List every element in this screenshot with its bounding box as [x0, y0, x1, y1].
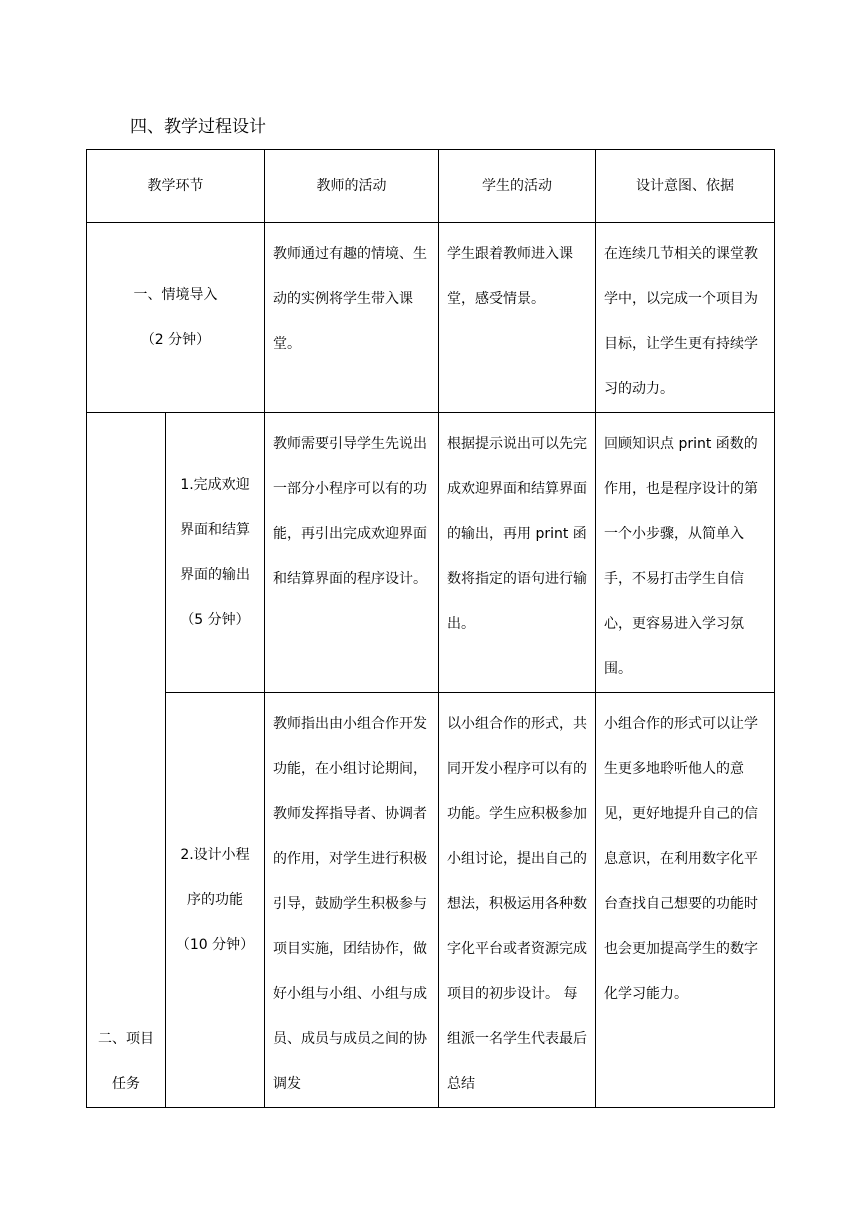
- header-teacher: 教师的活动: [265, 150, 439, 223]
- stage-name: 一、情境导入: [133, 286, 218, 303]
- section-title: 四、教学过程设计: [130, 117, 266, 137]
- header-stage: 教学环节: [87, 150, 265, 223]
- design-intent: 回顾知识点 print 函数的作用，也是程序设计的第一个小步骤，从简单入手，不易打击学生自信心，更容易进入学习氛围。: [596, 413, 775, 693]
- table-row: [87, 223, 775, 413]
- header-student: 学生的活动: [439, 150, 596, 223]
- substage-time: （5 分钟）: [180, 611, 250, 628]
- substage-time: （10 分钟）: [175, 936, 255, 953]
- substage-cell: [166, 693, 265, 1108]
- student-activity: 以小组合作的形式，共同开发小程序可以有的功能。学生应积极参加小组讨论，提出自己的想法，积极运用各种数字化平台或者资源完成项目的初步设计。 每组派一名学生代表最后总结: [439, 693, 596, 1108]
- teacher-activity: 教师需要引导学生先说出一部分小程序可以有的功能，再引出完成欢迎界面和结算界面的程序设计。: [265, 413, 439, 693]
- student-activity: 学生跟着教师进入课堂，感受情景。: [439, 223, 596, 413]
- lesson-process-table: [86, 149, 775, 1108]
- stage-name: 二、项目任务: [87, 413, 166, 1108]
- header-intent: 设计意图、依据: [596, 150, 775, 223]
- stage-time: （2 分钟）: [140, 331, 211, 348]
- table-row: [87, 413, 775, 693]
- teacher-activity: 教师指出由小组合作开发功能，在小组讨论期间，教师发挥指导者、协调者的作用，对学生进行积极引导，鼓励学生积极参与项目实施，团结协作，做好小组与小组、小组与成员、成员与成员之间的协调发: [265, 693, 439, 1108]
- substage-name: 2.设计小程序的功能: [180, 846, 250, 908]
- teacher-activity: 教师通过有趣的情境、生动的实例将学生带入课堂。: [265, 223, 439, 413]
- substage-cell: [166, 413, 265, 693]
- substage-name: 1.完成欢迎界面和结算界面的输出: [180, 476, 250, 583]
- table-row: [87, 693, 775, 1108]
- design-intent: 在连续几节相关的课堂教学中，以完成一个项目为目标，让学生更有持续学习的动力。: [596, 223, 775, 413]
- stage-cell: [87, 223, 265, 413]
- design-intent: 小组合作的形式可以让学生更多地聆听他人的意见，更好地提升自己的信息意识，在利用数字化平台查找自己想要的功能时也会更加提高学生的数字化学习能力。: [596, 693, 775, 1108]
- student-activity: 根据提示说出可以先完成欢迎界面和结算界面的输出，再用 print 函数将指定的语句进行输出。: [439, 413, 596, 693]
- table-header-row: [87, 150, 775, 223]
